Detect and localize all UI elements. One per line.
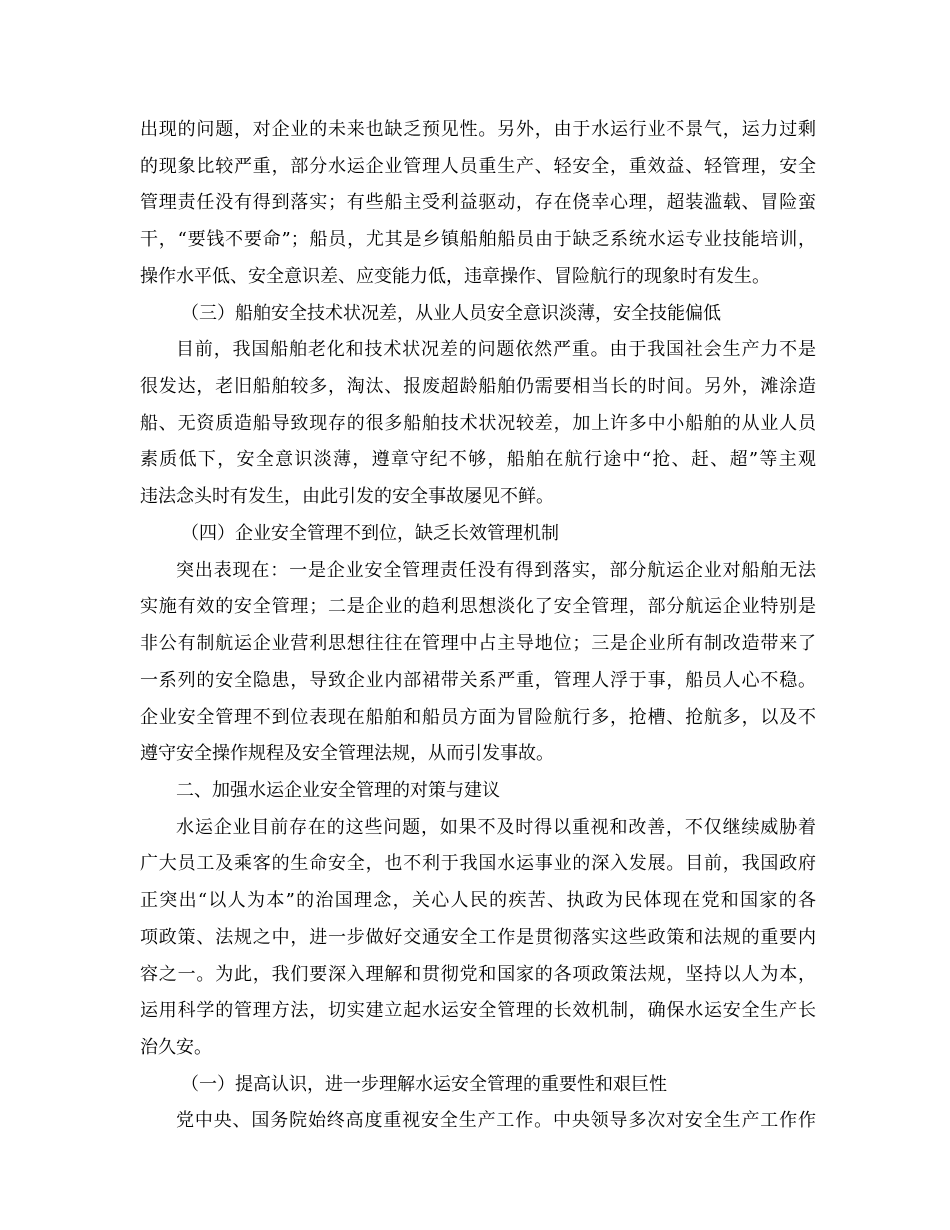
body-line: 企业安全管理不到位表现在船舶和船员方面为冒险航行多，抢槽、抢航多，以及不: [140, 706, 816, 728]
paragraph-first-line: 水运企业目前存在的这些问题，如果不及时得以重视和改善，不仅继续威胁着: [176, 816, 816, 838]
body-line: 容之一。为此，我们要深入理解和贯彻党和国家的各项政策法规，坚持以人为本，: [140, 963, 816, 985]
body-line: 船、无资质造船导致现存的很多船舶技术状况较差，加上许多中小船舶的从业人员: [140, 412, 816, 434]
subsection-heading: （四）企业安全管理不到位，缺乏长效管理机制: [181, 522, 559, 544]
subsection-heading: （三）船舶安全技术状况差，从业人员安全意识淡薄，安全技能偏低: [181, 302, 721, 324]
body-line: 操作水平低、安全意识差、应变能力低，违章操作、冒险航行的现象时有发生。: [140, 265, 770, 287]
body-line: 违法念头时有发生，由此引发的安全事故屡见不鲜。: [140, 486, 554, 508]
body-line: 干，“要钱不要命”；船员，尤其是乡镇船舶船员由于缺乏系统水运专业技能培训，: [140, 229, 816, 251]
body-line: 一系列的安全隐患，导致企业内部裙带关系严重，管理人浮于事，船员人心不稳。: [140, 669, 816, 691]
document-body: [140, 112, 816, 1140]
body-line: 广大员工及乘客的生命安全，也不利于我国水运事业的深入发展。目前，我国政府: [140, 853, 816, 875]
subsection-heading: （一）提高认识，进一步理解水运安全管理的重要性和艰巨性: [181, 1073, 667, 1095]
section-heading: 二、加强水运企业安全管理的对策与建议: [176, 779, 500, 801]
paragraph-first-line: 目前，我国船舶老化和技术状况差的问题依然严重。由于我国社会生产力不是: [176, 339, 816, 361]
body-line: 遵守安全操作规程及安全管理法规，从而引发事故。: [140, 743, 554, 765]
body-line: 素质低下，安全意识淡薄，遵章守纪不够，船舶在航行途中“抢、赶、超”等主观: [140, 449, 816, 471]
paragraph-first-line: 党中央、国务院始终高度重视安全生产工作。中央领导多次对安全生产工作作: [176, 1110, 816, 1132]
body-line: 出现的问题，对企业的未来也缺乏预见性。另外，由于水运行业不景气，运力过剩: [140, 119, 816, 140]
body-line: 的现象比较严重，部分水运企业管理人员重生产、轻安全，重效益、轻管理，安全: [140, 155, 816, 177]
body-line: 运用科学的管理方法，切实建立起水运安全管理的长效机制，确保水运安全生产长: [140, 1000, 816, 1022]
body-line: 管理责任没有得到落实；有些船主受利益驱动，存在侥幸心理，超装滥载、冒险蛮: [140, 192, 816, 214]
body-line: 项政策、法规之中，进一步做好交通安全工作是贯彻落实这些政策和法规的重要内: [140, 926, 816, 948]
body-line: 非公有制航运企业营利思想往往在管理中占主导地位；三是企业所有制改造带来了: [140, 633, 816, 655]
body-line: 实施有效的安全管理；二是企业的趋利思想淡化了安全管理，部分航运企业特别是: [140, 596, 816, 618]
body-line: 治久安。: [140, 1036, 212, 1058]
body-line: 正突出“以人为本”的治国理念，关心人民的疾苦、执政为民体现在党和国家的各: [140, 890, 816, 912]
body-line: 很发达，老旧船舶较多，淘汰、报废超龄船舶仍需要相当长的时间。另外，滩涂造: [140, 376, 816, 398]
paragraph-first-line: 突出表现在：一是企业安全管理责任没有得到落实，部分航运企业对船舶无法: [176, 559, 816, 581]
